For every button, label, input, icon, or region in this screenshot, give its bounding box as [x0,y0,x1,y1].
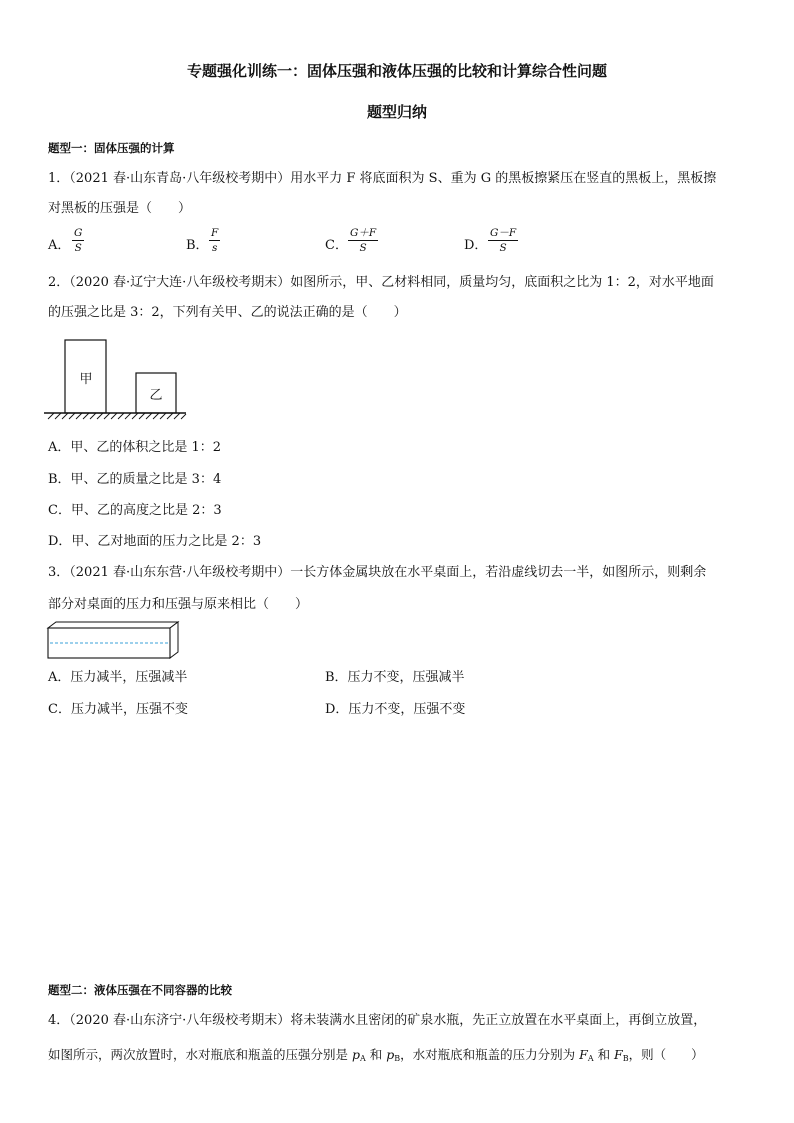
page-title: 专题强化训练一：固体压强和液体压强的比较和计算综合性问题 [186,62,607,80]
numerator: G＋F [350,227,377,239]
q2-option-b[interactable]: B．甲、乙的质量之比是 3：4 [48,472,222,487]
var-fb: $F_B$ [614,1047,629,1063]
q4-text-b: ，水对瓶底和瓶盖的压力分别为 [400,1047,580,1062]
q4-stem-line2 [48,1047,704,1067]
q1-option-b-label[interactable]: B． [186,238,209,253]
numerator: G [74,227,83,239]
q4-stem-line1: 4．（2020 春·山东济宁·八年级校考期末）将未装满水且密闭的矿泉水瓶，先正立放置在水平桌面上，再倒立放置， [48,1013,707,1028]
q4-and-1: 和 [365,1047,387,1062]
numerator: G－F [490,227,517,239]
q3-option-b[interactable]: B．压力不变，压强减半 [325,670,465,685]
section-heading-1: 题型一：固体压强的计算 [48,141,175,155]
var-pa: $p_A$ [351,1047,366,1063]
q3-option-a[interactable]: A．压力减半，压强减半 [48,670,188,685]
q1-option-a-fraction [72,227,84,254]
denominator: S [359,242,367,254]
var-pb: $p_B$ [386,1047,401,1063]
section-heading-2: 题型二：液体压强在不同容器的比较 [48,983,232,997]
page-subtitle: 题型归纳 [366,103,427,121]
var-fa: $F_A$ [579,1047,594,1063]
q2-option-a[interactable]: A．甲、乙的体积之比是 1：2 [48,440,222,455]
q4-and-2: 和 [593,1047,615,1062]
q2-stem-line1: 2．（2020 春·辽宁大连·八年级校考期末）如图所示，甲、乙材料相同，质量均匀，底面积之比为 1：2，对水平地面 [48,275,714,290]
numerator: F [211,227,219,239]
q1-option-b-fraction [209,227,220,254]
q3-option-d[interactable]: D．压力不变，压强不变 [325,702,466,717]
q3-stem-line2: 部分对桌面的压力和压强与原来相比（ ） [48,597,309,612]
q3-option-c[interactable]: C．压力减半，压强不变 [48,702,188,717]
q2-stem-line2: 的压强之比是 3：2，下列有关甲、乙的说法正确的是（ ） [48,305,407,320]
q1-stem-line1: 1．（2021 春·山东青岛·八年级校考期中）用水平力 F 将底面积为 S、重为 G 的黑板擦紧压在竖直的黑板上，黑板擦 [48,171,717,186]
q1-option-a-label[interactable]: A． [48,238,71,253]
q1-option-d-label[interactable]: D． [464,238,488,253]
denominator: S [74,242,82,254]
block-yi-label: 乙 [149,388,163,403]
denominator: s [211,242,218,254]
block-jia-label: 甲 [79,372,93,387]
q2-figure-blocks [40,335,190,420]
denominator: S [499,242,507,254]
q1-option-d-fraction [488,227,518,254]
q1-option-c-label[interactable]: C． [325,238,348,253]
q3-figure-metal-block [46,620,182,660]
q1-stem-line2: 对黑板的压强是（ ） [48,201,192,216]
ground-hatch [48,413,186,419]
q2-option-c[interactable]: C．甲、乙的高度之比是 2：3 [48,503,222,518]
q3-stem-line1: 3．（2021 春·山东东营·八年级校考期中）一长方体金属块放在水平桌面上，若沿虚线切去一半，如图所示，则剩余 [48,565,707,580]
q1-option-c-fraction [348,227,378,254]
q2-option-d[interactable]: D．甲、乙对地面的压力之比是 2：3 [48,534,262,549]
q4-text-a: 如图所示，两次放置时，水对瓶底和瓶盖的压强分别是 [48,1047,352,1062]
q4-text-c: ，则（ ） [628,1047,704,1062]
